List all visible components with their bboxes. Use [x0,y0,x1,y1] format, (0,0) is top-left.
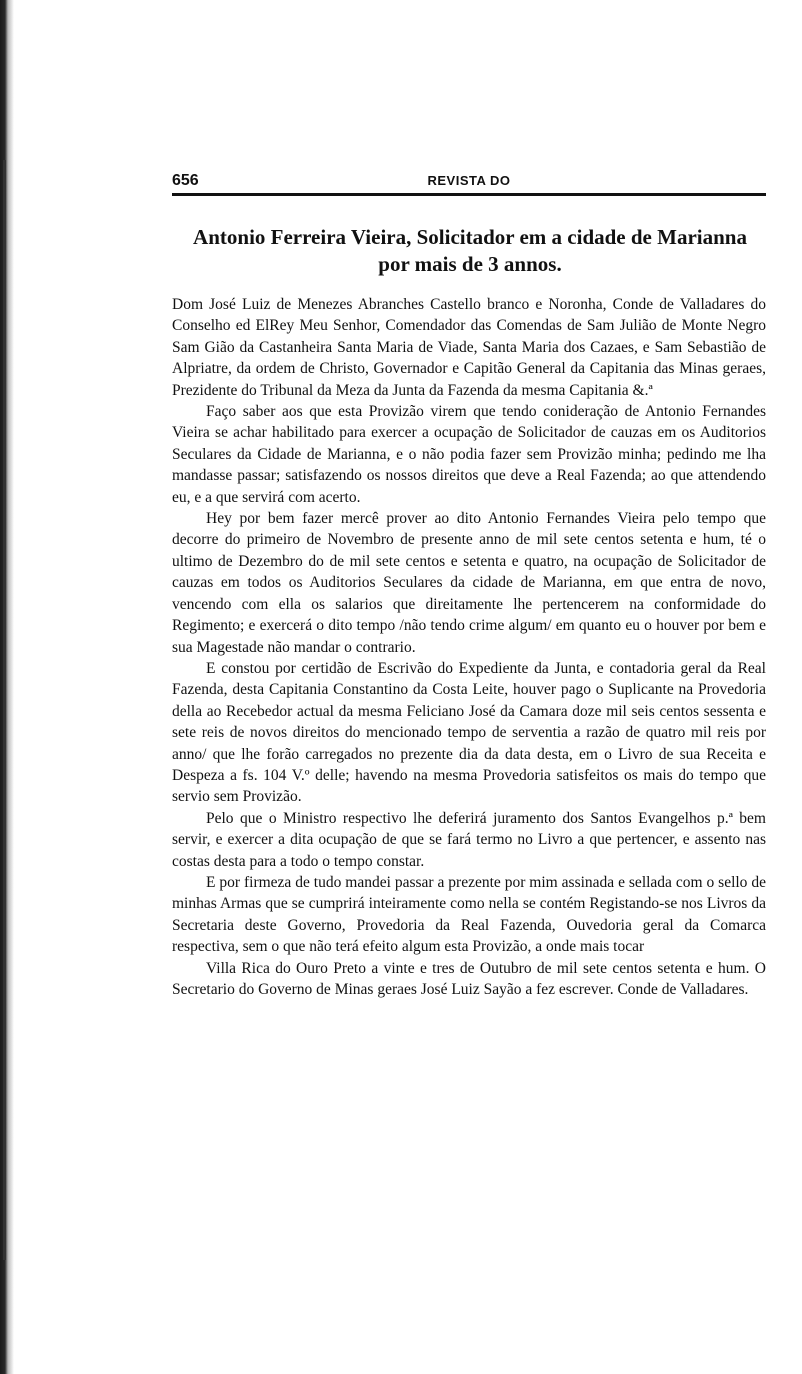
binding-shadow [3,160,6,1260]
running-title: REVISTA DO [427,173,511,188]
paragraph-closing: Villa Rica do Ouro Preto a vinte e tres de Outubro de mil sete centos setenta e hum. O Secretario do Governo de Minas geraes José Luiz Sayão a fez escrever. Conde de Valladares. [172,959,766,998]
header-rule [172,193,766,196]
paragraph: Faço saber aos que esta Provizão virem que tendo conideração de Antonio Fernandes Vieira se achar habilitado para exercer a ocupação de Solicitador de cauzas em os Auditorios Seculares da Cidade de Marianna, e o não podia fazer sem Provizão minha; pedindo me lha mandasse passar; satisfazendo os nossos direitos que deve a Real Fazenda; ao que attendendo eu, e a que servirá com acerto. [172,403,766,506]
page-header [172,168,766,192]
paragraph-salutation: Dom José Luiz de Menezes Abranches Castello branco e Noronha, Conde de Valladares do Conselho ed ElRey Meu Senhor, Comendador das Comendas de Sam Julião de Monte Negro Sam Gião da Castanheira Santa Maria de Viade, Santa Maria dos Cazaes, e Sam Sebastião de Alpriatre, da ordem de Christo, Governador e Capitão General da Capitania das Minas geraes, Prezidente do Tribunal da Meza da Junta da Fazenda da mesma Capitania &.ª [172,296,766,399]
document-title: Antonio Ferreira Vieira, Solicitador em a cidade de Marianna por mais de 3 annos. [193,225,747,276]
page-number: 656 [172,172,199,189]
paragraph: E por firmeza de tudo mandei passar a prezente por mim assinada e sellada com o sello de minhas Armas que se cumprirá inteiramente como nella se contém Registando-se nos Livros da Secretaria deste Governo, Provedoria da Real Fazenda, Ouvedoria geral da Comarca respectiva, sem o que não terá efeito algum esta Provizão, a onde mais tocar [172,873,766,956]
paragraph: Pelo que o Ministro respectivo lhe deferirá juramento dos Santos Evangelhos p.ª bem servir, e exercer a dita ocupação de que se fará termo no Livro a que pertencer, e assento nas costas desta para a todo o tempo constar. [172,809,766,870]
document-body [172,294,766,1000]
paragraph: E constou por certidão de Escrivão do Expediente da Junta, e contadoria geral da Real Fazenda, desta Capitania Constantino da Costa Leite, houver pago o Suplicante na Provedoria della ao Recebedor actual da mesma Feliciano José da Camara doze mil seis centos sessenta e sete reis de novos direitos do mencionado tempo de serventia a razão de quatro mil reis por anno/ que lhe forão carregados no prezente dia da data desta, em o Livro de sua Receita e Despeza a fs. 104 V.º delle; havendo na mesma Provedoria satisfeitos os mais do tempo que servio sem Provizão. [172,659,766,806]
paragraph: Hey por bem fazer mercê prover ao dito Antonio Fernandes Vieira pelo tempo que decorre do primeiro de Novembro de presente anno de mil sete centos setenta e hum, té o ultimo de Dezembro do de mil sete centos e setenta e quatro, na ocupação de Solicitador de cauzas em todos os Auditorios Seculares da cidade de Marianna, em que entra de novo, vencendo com ella os salarios que direitamente lhe pertencerem na conformidade do Regimento; e exercerá o dito tempo /não tendo crime algum/ em quanto eu o houver por bem e sua Magestade não mandar o contrario. [172,510,766,656]
